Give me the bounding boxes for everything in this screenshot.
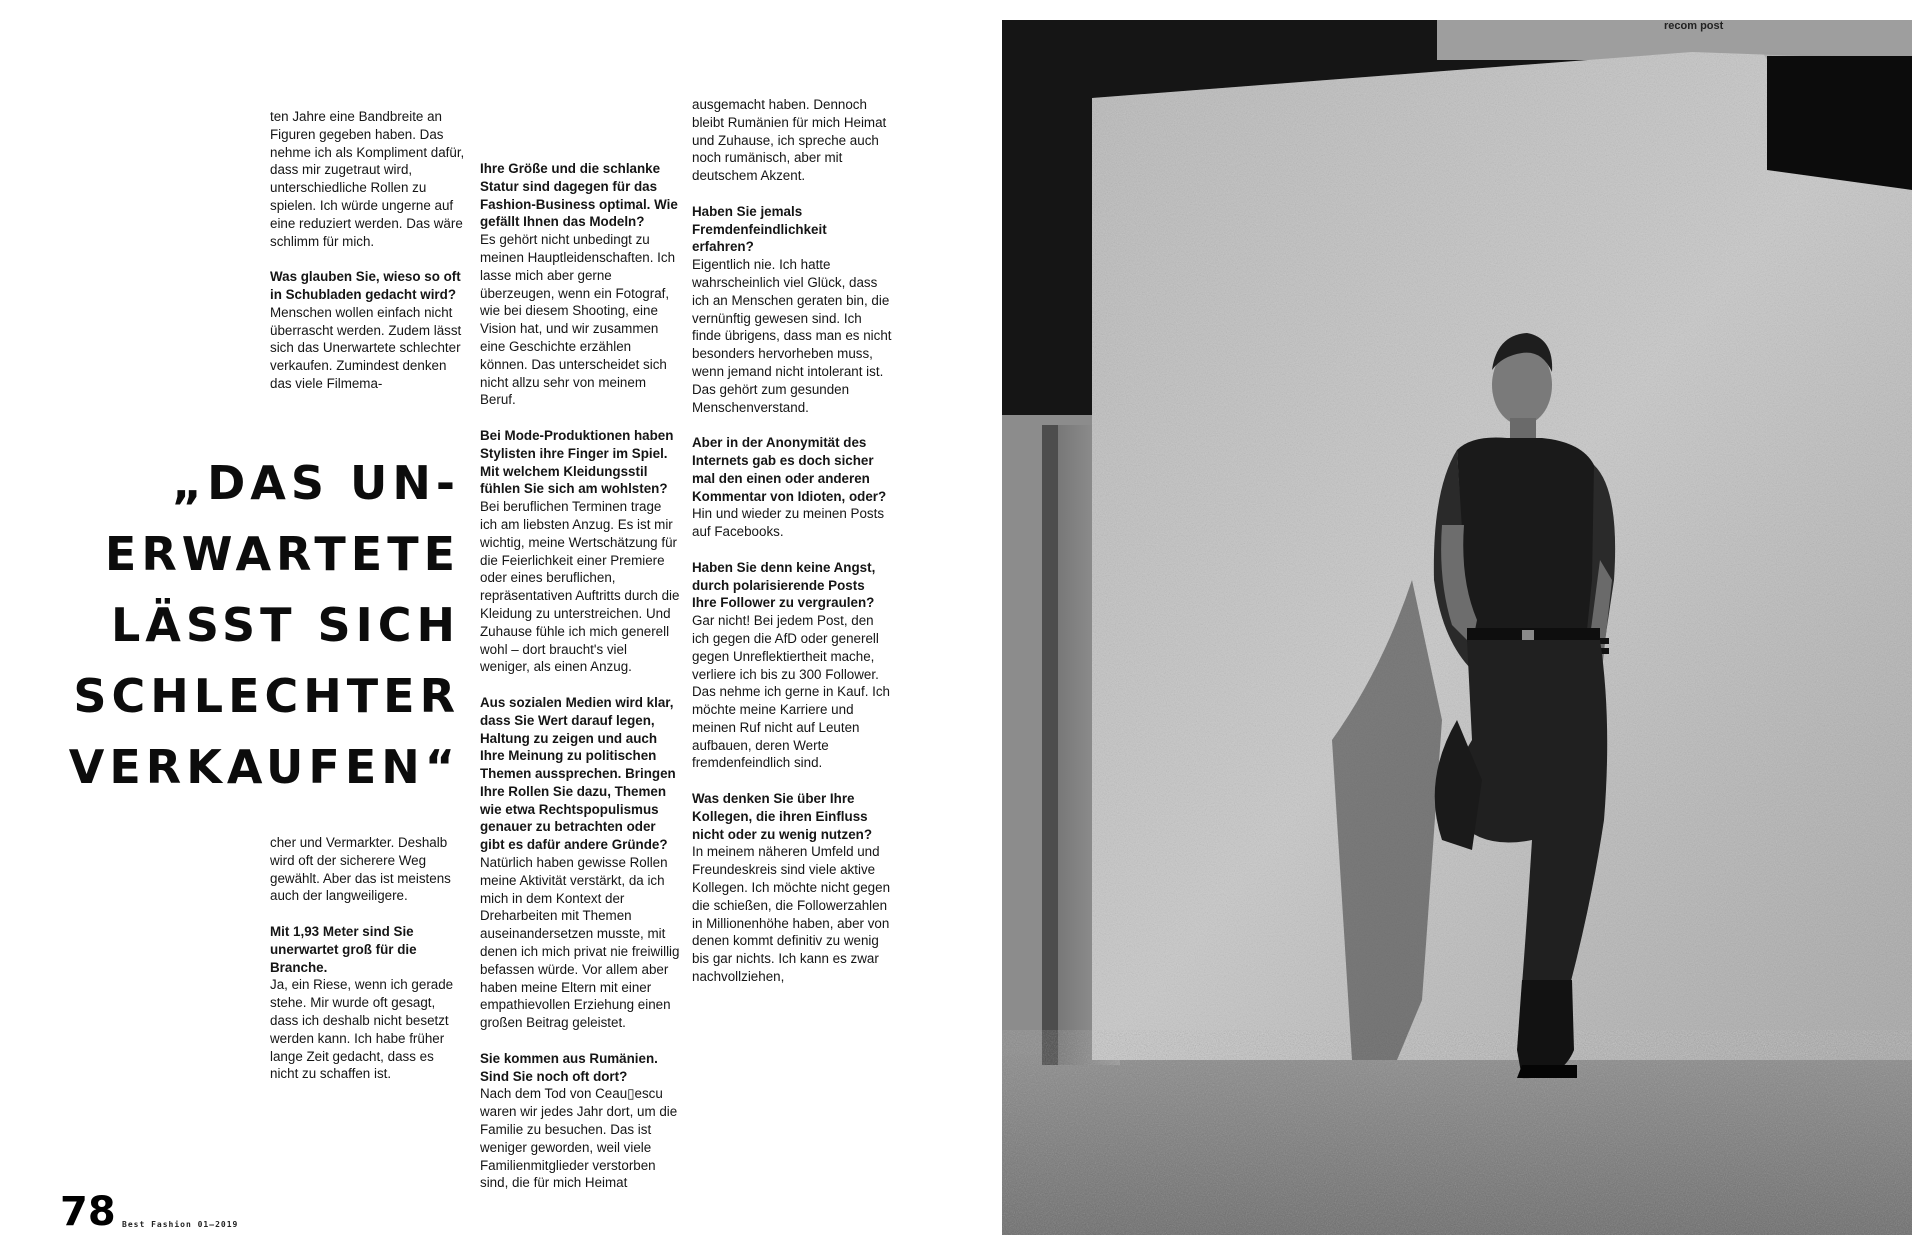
qa-block (692, 434, 892, 541)
question: Aber in der Anonymität des Internets gab es doch sicher mal den einen oder anderen Kommentar von Idioten, oder? (692, 435, 887, 504)
pull-quote-line: ERWARTETE (104, 527, 460, 581)
photo-credit: recom post (1664, 20, 1724, 32)
question: Was glauben Sie, wieso so oft in Schubladen gedacht wird? (270, 269, 461, 302)
pull-quote-line: „DAS UN- (171, 456, 460, 510)
page-number: 78 (60, 1189, 116, 1235)
article-column-1-bottom (270, 834, 465, 1101)
magazine-name: Best Fashion 01–2019 (122, 1220, 239, 1229)
qa-block (270, 923, 465, 1083)
answer: In meinem näheren Umfeld und Freundeskreis sind viele aktive Kollegen. Ich möchte nicht gegen die schießen, die Followerzahlen in Millionenhöhe haben, aber von denen kommt definitiv zu wenig bis gar nichts. Ich kann es zwar nachvollziehen, (692, 844, 891, 985)
paragraph: ten Jahre eine Bandbreite an Figuren gegeben haben. Das nehme ich als Kompliment dafür, dass mir zugetraut wird, unterschiedliche Rollen zu spielen. Ich würde ungerne auf eine reduziert werden. Das wäre schlimm für mich. (270, 109, 465, 249)
qa-block (692, 203, 892, 417)
qa-block (692, 559, 892, 773)
question: Ihre Größe und die schlanke Statur sind dagegen für das Fashion-Business optimal. Wie gefällt Ihnen das Modeln? (480, 161, 678, 230)
answer: Eigentlich nie. Ich hatte wahrscheinlich viel Glück, dass ich an Menschen geraten bin, die vernünftig gewesen sind. Ich finde übrigens, dass man es nicht besonders hervorheben muss, wenn jemand nicht intolerant ist. Das gehört zum gesunden Menschenverstand. (692, 257, 892, 415)
article-column-2 (480, 160, 680, 1210)
qa-block (692, 790, 892, 986)
question: Bei Mode-Produktionen haben Stylisten ihre Finger im Spiel. Mit welchem Kleidungsstil fühlen Sie sich am wohlsten? (480, 427, 674, 497)
answer: Es gehört nicht unbedingt zu meinen Hauptleidenschaften. Ich lasse mich aber gerne überzeugen, wenn ein Fotograf, wie bei diesem Shooting, eine Vision hat, und wir zusammen eine Geschichte erzählen können. Das unterscheidet sich nicht allzu sehr von meinem Beruf. (480, 232, 676, 408)
paragraph: cher und Vermarkter. Deshalb wird oft der sicherere Weg gewählt. Aber das ist meistens auch der langweiligere. (270, 835, 451, 904)
question: Was denken Sie über Ihre Kollegen, die ihren Einfluss nicht oder zu wenig nutzen? (692, 791, 873, 842)
qa-block (480, 427, 680, 676)
pull-quote-line: LÄSST SICH (111, 598, 460, 652)
paragraph: ausgemacht haben. Dennoch bleibt Rumänien für mich Heimat und Zuhause, ich spreche auch noch rumänisch, aber mit deutschem Akzent. (692, 97, 887, 184)
question: Haben Sie denn keine Angst, durch polarisierende Posts Ihre Follower zu vergraulen? (692, 559, 876, 611)
qa-block (480, 160, 680, 409)
article-column-1-top (270, 108, 465, 411)
pull-quote-line: VERKAUFEN“ (68, 740, 460, 794)
answer: Bei beruflichen Terminen trage ich am liebsten Anzug. Es ist mir wichtig, meine Wertschätzung für die Feierlichkeit einer Premiere oder eines beruflichen, repräsentativen Auftritts durch die Kleidung zu unterstreichen. Und Zuhause fühle ich mich generell wohl – dort braucht's viel weniger, als einen Anzug. (480, 499, 680, 675)
qa-block (480, 694, 680, 1032)
answer: Menschen wollen einfach nicht überrascht werden. Zudem lässt sich das Unerwartete schlechter verkaufen. Zumindest denken das viele Filmema- (270, 304, 462, 391)
answer: Ja, ein Riese, wenn ich gerade stehe. Mir wurde oft gesagt, dass ich deshalb nicht besetzt werden kann. Ich habe früher lange Zeit gedacht, dass es nicht zu schaffen ist. (270, 977, 454, 1082)
pull-quote (40, 448, 460, 803)
photo-man-leaning-on-wall (1002, 20, 1912, 1235)
qa-block (270, 268, 465, 393)
question: Aus sozialen Medien wird klar, dass Sie Wert darauf legen, Haltung zu zeigen und auch Ihre Meinung zu politischen Themen aussprechen. Bringen Ihre Rollen Sie dazu, Themen wie etwa Rechtspopulismus genauer zu betrachten oder gibt es dafür andere Gründe? (480, 694, 676, 853)
answer: Gar nicht! Bei jedem Post, den ich gegen die AfD oder generell gegen Unreflektiertheit mache, verliere ich bis zu 300 Follower. Das nehme ich gerne in Kauf. Ich möchte meine Karriere und meinen Ruf nicht auf Leuten aufbauen, deren Werte fremdenfeindlich sind. (692, 613, 890, 771)
qa-block (480, 1050, 680, 1192)
question: Mit 1,93 Meter sind Sie unerwartet groß für die Branche. (270, 923, 417, 975)
answer: Nach dem Tod von Ceau▯escu waren wir jedes Jahr dort, um die Familie zu besuchen. Das ist weniger geworden, weil viele Familienmitglieder verstorben sind, die für mich Heimat (480, 1086, 678, 1191)
pull-quote-line: SCHLECHTER (73, 669, 460, 723)
answer: Hin und wieder zu meinen Posts auf Facebooks. (692, 506, 885, 540)
question: Sie kommen aus Rumänien. Sind Sie noch oft dort? (480, 1050, 658, 1084)
article-column-3 (692, 96, 892, 1004)
question: Haben Sie jemals Fremdenfeindlichkeit erfahren? (692, 203, 827, 255)
answer: Natürlich haben gewisse Rollen meine Aktivität verstärkt, da ich mich in dem Kontext der Dreharbeiten mit Themen auseinandersetzen musste, mit denen ich mich privat nie freiwillig befassen würde. Vor allem aber haben meine Eltern mit einer empathievollen Erziehung einen großen Beitrag geleistet. (480, 855, 680, 1031)
photo-illustration (1002, 20, 1912, 1235)
